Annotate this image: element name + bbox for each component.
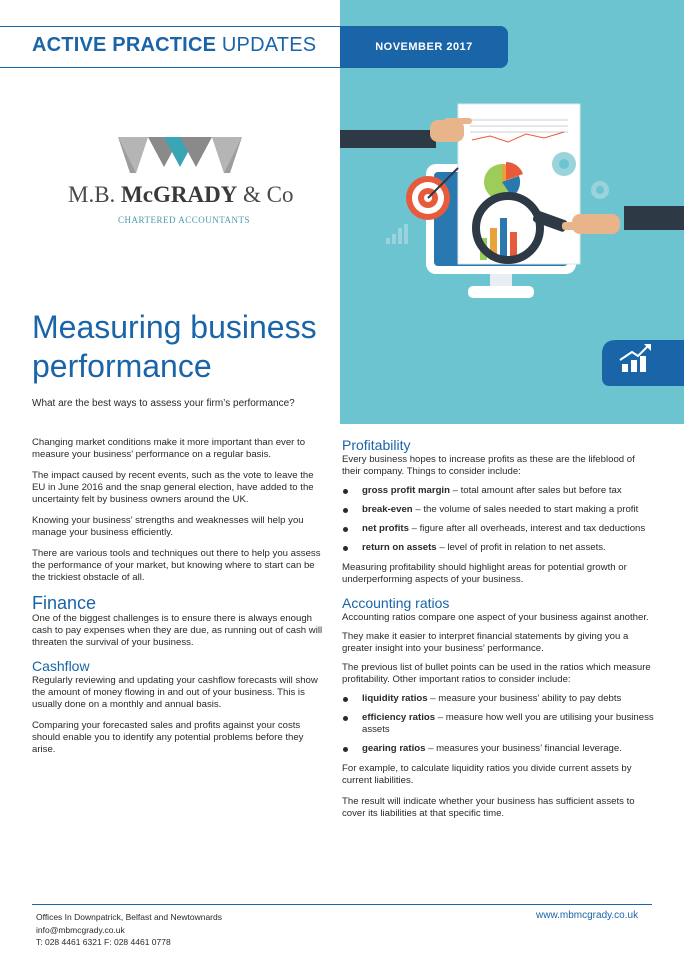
profitability-heading: Profitability [342, 437, 411, 453]
ratios-list [342, 693, 654, 755]
newsletter-title: ACTIVE PRACTICE UPDATES [32, 34, 317, 56]
footer-website-link[interactable]: www.mbmcgrady.co.uk [536, 910, 639, 921]
footer-divider [32, 904, 652, 905]
intro-paragraph: There are various tools and techniques out there to help you assess the performance of your market, but knowing where to start can be the trickiest obstacle of all. [32, 548, 321, 583]
footer-contact [36, 911, 222, 949]
left-column [32, 437, 328, 765]
cashflow-heading: Cashflow [32, 658, 90, 674]
ratios-paragraph: They make it easier to interpret financial statements by giving you a greater insight into your business’ performance. [342, 631, 629, 654]
list-item: liquidity ratios – measure your business’ ability to pay debts [342, 693, 654, 705]
footer-email[interactable]: info@mbmcgrady.co.uk [36, 924, 125, 935]
issue-date: NOVEMBER 2017 [340, 26, 508, 68]
intro-paragraph: Changing market conditions make it more important than ever to measure your business’ performance on a regular basis. [32, 437, 306, 460]
right-column [342, 437, 654, 829]
firm-logo-mark [118, 137, 242, 173]
list-item: gross profit margin – total amount after sales but before tax [342, 485, 654, 497]
ratios-paragraph: Accounting ratios compare one aspect of your business against another. [342, 612, 649, 623]
ratios-heading: Accounting ratios [342, 595, 450, 611]
monitor-stand [468, 286, 534, 298]
list-item: gearing ratios – measures your business’ financial leverage. [342, 743, 654, 755]
list-item: efficiency ratios – measure how well you are utilising your business assets [342, 712, 654, 736]
footer-phone: T: 028 4461 6321 F: 028 4461 0778 [36, 937, 171, 947]
monitor-neck [490, 274, 512, 288]
business-analysis-illustration [340, 90, 684, 390]
finance-paragraph: One of the biggest challenges is to ensure there is always enough cash to pay expenses when they are due, as running out of cash will threaten the survival of your business. [32, 613, 323, 648]
finance-heading: Finance [32, 593, 97, 613]
article-subtitle: What are the best ways to assess your firm’s performance? [32, 398, 295, 409]
profitability-list [342, 485, 654, 554]
list-item: return on assets – level of profit in relation to net assets. [342, 542, 654, 554]
profitability-outro: Measuring profitability should highlight areas for potential growth or underperforming aspects of your business. [342, 562, 627, 585]
profitability-intro: Every business hopes to increase profits as these are the lifeblood of their company. Things to consider include: [342, 454, 635, 477]
footer-offices: Offices In Downpatrick, Belfast and Newtownards [36, 912, 222, 922]
firm-name: M.B. McGRADY & Co [68, 182, 294, 207]
article-title: Measuring business performance [32, 309, 317, 384]
ratios-paragraph: The result will indicate whether your business has sufficient assets to cover its liabilities at that specific time. [342, 796, 635, 819]
ratios-paragraph: For example, to calculate liquidity ratios you divide current assets by current liabilities. [342, 763, 632, 786]
intro-paragraph: Knowing your business’ strengths and weaknesses will help you manage your business efficiently. [32, 515, 304, 538]
left-hand [340, 118, 472, 148]
intro-paragraph: The impact caused by recent events, such as the vote to leave the EU in June 2016 and the snap general election, have added to the uncertainty felt by business owners around the UK. [32, 470, 314, 505]
firm-tagline: CHARTERED ACCOUNTANTS [118, 215, 250, 225]
ratios-paragraph: The previous list of bullet points can be used in the ratios which measure profitability. Other important ratios to consider include: [342, 662, 651, 685]
cashflow-paragraph: Comparing your forecasted sales and profits against your costs should enable you to identify any potential problems before they arise. [32, 720, 304, 755]
list-item: break-even – the volume of sales needed to start making a profit [342, 504, 654, 516]
growth-bars-decor [386, 224, 408, 244]
list-item: net profits – figure after all overheads, interest and tax deductions [342, 523, 654, 535]
cashflow-paragraph: Regularly reviewing and updating your cashflow forecasts will show the amount of money flowing in and out of your business. This is usually done on a monthly and annual basis. [32, 675, 318, 710]
